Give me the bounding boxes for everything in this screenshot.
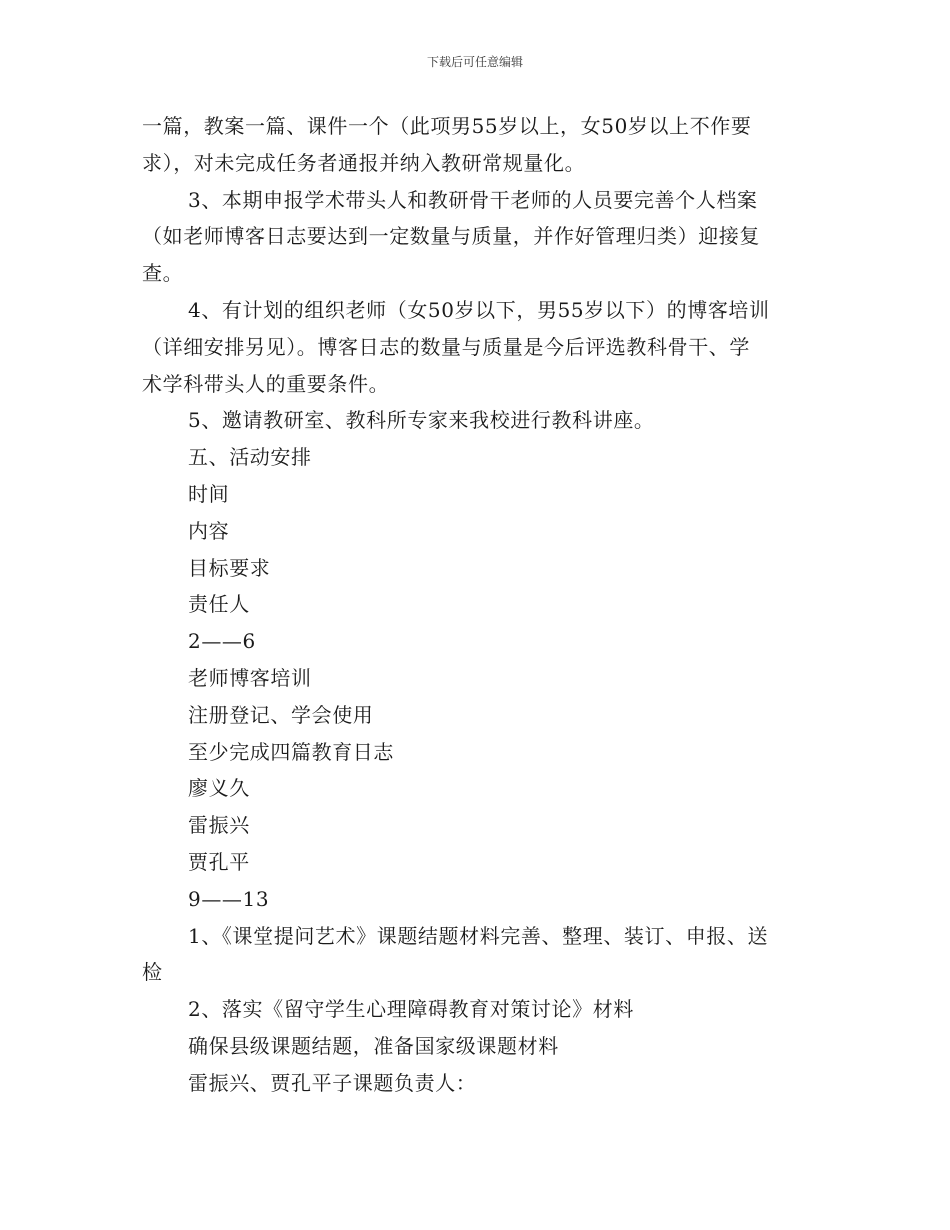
text-line: 老师博客培训: [188, 665, 312, 690]
text-line: 内容: [188, 518, 230, 543]
text-line: 查。: [142, 261, 184, 286]
text-line: 5、邀请教研室、教科所专家来我校进行教科讲座。: [188, 408, 655, 433]
text-line: 求），对未完成任务者通报并纳入教研常规量化。: [142, 150, 586, 175]
text-line: 术学科带头人的重要条件。: [142, 371, 390, 396]
text-line: 2——6: [188, 629, 256, 654]
text-line: 五、活动安排: [188, 445, 312, 470]
text-line: 确保县级课题结题，准备国家级课题材料: [188, 1033, 559, 1058]
text-line: 时间: [188, 481, 230, 506]
text-line: （详细安排另见）。博客日志的数量与质量是今后评选教科骨干、学: [142, 334, 750, 359]
text-line: 检: [142, 960, 163, 985]
text-line: 9——13: [188, 886, 270, 911]
text-line: （如老师博客日志要达到一定数量与质量，并作好管理归类）迎接复: [142, 224, 760, 249]
text-line: 贾孔平: [188, 849, 250, 874]
text-line: 注册登记、学会使用: [188, 702, 374, 727]
text-line: 3、本期申报学术带头人和教研骨干老师的人员要完善个人档案: [188, 187, 758, 212]
document-body: [142, 108, 810, 1102]
text-line: 至少完成四篇教育日志: [188, 739, 394, 764]
text-line: 目标要求: [188, 555, 271, 580]
text-line: 1、《课堂提问艺术》课题结题材料完善、整理、装订、申报、送: [188, 923, 769, 948]
text-line: 雷振兴: [188, 813, 250, 838]
page-header-note: 下载后可任意编辑: [426, 55, 523, 69]
text-line: 责任人: [188, 592, 250, 617]
text-line: 雷振兴、贾孔平子课题负责人：: [188, 1070, 477, 1095]
text-line: 一篇，教案一篇、课件一个（此项男55岁以上，女50岁以上不作要: [142, 114, 752, 138]
text-line: 2、落实《留守学生心理障碍教育对策讨论》材料: [188, 997, 634, 1022]
text-line: 廖义久: [188, 776, 250, 801]
text-line: 4、有计划的组织老师（女50岁以下，男55岁以下）的博客培训: [188, 297, 770, 322]
